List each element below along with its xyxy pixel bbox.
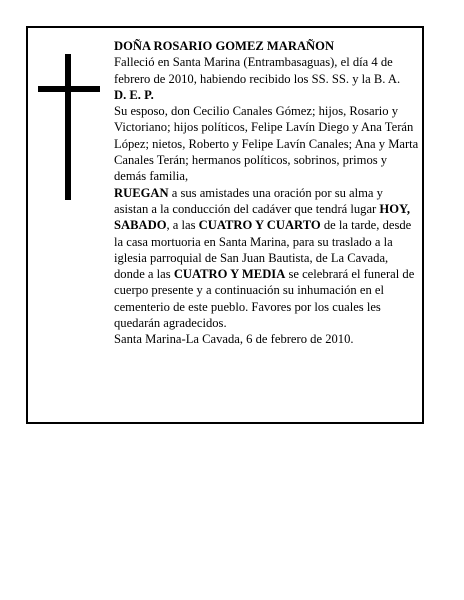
request-text-1: a sus amistades una oración por su alma y asistan a la conducción del cadáver que tendrá lugar: [114, 185, 383, 216]
ruegan-label: RUEGAN: [114, 185, 169, 200]
funeral-day: HOY, SABADO: [114, 201, 411, 233]
funeral-time: CUATRO Y MEDIA: [173, 267, 286, 282]
request-text-3: de la tarde, desde la casa mortuoria en Santa Marina, para su traslado a la iglesia parroquial de San Juan Bautista, de La Cavada, donde a las: [114, 218, 412, 282]
request-text-4: se celebrará el funeral de cuerpo presente y a continuación su inhumación en el cementerio de este pueblo. Favores por los cuales les quedarán agradecidos.: [114, 267, 415, 331]
cross-vertical-bar: [65, 54, 71, 200]
conduction-time: CUATRO Y CUARTO: [198, 218, 321, 233]
deceased-name: DOÑA ROSARIO GOMEZ MARAÑON: [114, 39, 335, 53]
death-statement: Falleció en Santa Marina (Entrambasaguas), el día 4 de febrero de 2010, habiendo recibido los SS. SS. y la B. A.: [114, 55, 401, 86]
funeral-request: [114, 185, 419, 332]
obituary-text: [114, 38, 419, 348]
request-text-2: , a las: [166, 218, 199, 233]
rest-in-peace: D. E. P.: [114, 87, 154, 102]
family-list: Su esposo, don Cecilio Canales Gómez; hijos, Rosario y Victoriano; hijos políticos, Felipe Lavín Diego y Ana Terán López; nietos, Roberto y Felipe Lavín Canales; Ana y Marta Canales Terán; hermanos políticos, sobrinos, primos y demás familia,: [114, 104, 419, 184]
cross-icon: [38, 54, 100, 200]
place-and-date: Santa Marina-La Cavada, 6 de febrero de 2010.: [114, 332, 354, 347]
cross-horizontal-bar: [38, 86, 100, 92]
obituary-notice: [26, 26, 424, 424]
